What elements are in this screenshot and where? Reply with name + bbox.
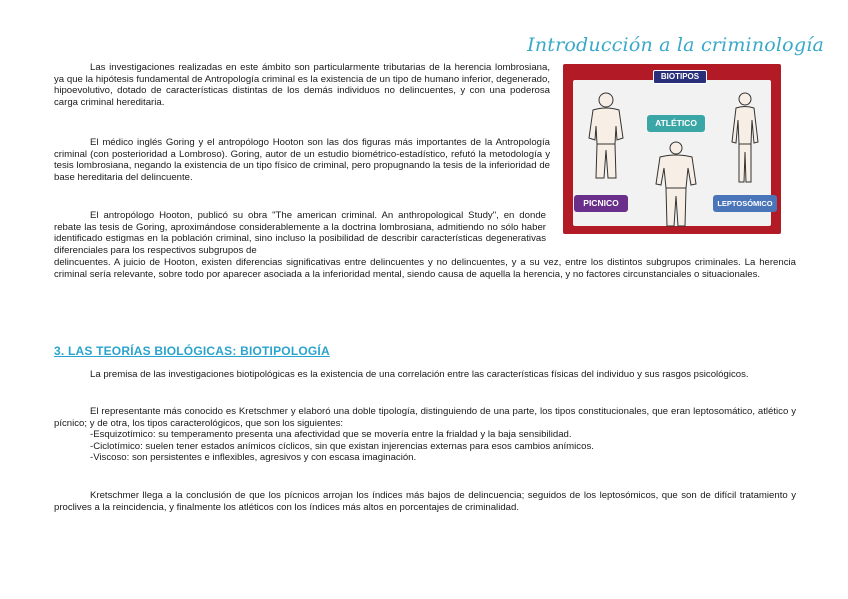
picnico-body-icon (581, 90, 631, 190)
list-item-ciclotimico: -Ciclotímico: suelen tener estados anímicos cíclicos, sin que existan injerencias externas para esos cambios anímicos. (90, 440, 594, 452)
leptosomico-label: LEPTOSÓMICO (713, 195, 777, 212)
paragraph-text: Kretschmer llega a la conclusión de que los pícnicos arrojan los índices más bajos de delincuencia; seguidos de los leptosómicos, que son de difícil tratamiento y proclives a la reincidencia, y finalmente los atléticos con los índices más altos en porcentajes de criminalidad. (54, 490, 796, 513)
list-item-viscoso: -Viscoso: son persistentes e inflexibles, agresivos y con escasa imaginación. (90, 452, 417, 464)
paragraph-text: El médico inglés Goring y el antropólogo Hooton son las dos figuras más importantes de la Antropología criminal (con posterioridad a Lombroso). Goring, autor de un estudio biométrico-estadístico, refutó la metodología y tesis lombrosiana, negando la existencia de un tipo físico de criminal, pero propugnando la tesis de la inferioridad de base hereditaria del delincuente. (54, 137, 550, 183)
paragraph-hooton-obra (54, 210, 546, 256)
section-heading-biotipologia: 3. LAS TEORÍAS BIOLÓGICAS: BIOTIPOLOGÍA (54, 344, 330, 358)
paragraph-herencia-lombrosiana (54, 62, 550, 108)
picnico-label: PICNICO (574, 195, 628, 212)
paragraph-hooton-conclusion (54, 257, 796, 280)
paragraph-premisa (54, 369, 796, 381)
biotipos-figure (563, 64, 781, 234)
atletico-body-icon (651, 140, 701, 230)
list-item-esquizotimico: -Esquizotímico: su temperamento presenta una afectividad que se movería entre la frialdad y la baja sensibilidad. (90, 429, 572, 441)
paragraph-text: La premisa de las investigaciones biotipológicas es la existencia de una correlación entre las características físicas del individuo y sus rasgos psicológicos. (90, 369, 749, 380)
paragraph-goring-hooton (54, 137, 550, 183)
atletico-label: ATLÉTICO (647, 115, 705, 132)
paragraph-text: El representante más conocido es Kretschmer y elaboró una doble tipología, distinguiendo de una parte, los tipos constitucionales, que eran leptosomático, atlético y pícnico; y de otra, los tipos caracterológicos, que son los siguientes: (54, 406, 796, 429)
paragraph-text: Las investigaciones realizadas en este ámbito son particularmente tributarias de la herencia lombrosiana, ya que la hipótesis fundamental de Antropología criminal es la existencia de un tipo de humano inferior, degenerado, hipoevolutivo, dotado de características distintas de los demás individuos no delincuentes, y con una poderosa carga criminal hereditaria. (54, 62, 550, 108)
paragraph-text: El antropólogo Hooton, publicó su obra "The american criminal. An anthropological Study", en donde rebate las tesis de Goring, aproximándose considerablemente a la doctrina lombrosiana, admitiendo no sólo haber identificado estigmas en la población criminal, sino incluso la posibilidad de describir características degenerativas diferenciales para los respectivos subgrupos de (54, 210, 546, 256)
paragraph-kretschmer-tipologia (54, 406, 796, 464)
leptosomico-body-icon (723, 90, 767, 190)
page-header-title: Introducción a la criminología (527, 34, 824, 56)
paragraph-text: delincuentes. A juicio de Hooton, existen diferencias significativas entre delincuentes y no delincuentes, y a su vez, entre los distintos subgrupos criminales. La herencia criminal sería relevante, sobre todo por aparecer asociada a la inferioridad mental, siendo causa de aquella la herencia, y no factores circunstanciales o situacionales. (54, 257, 796, 280)
biotipos-title: BIOTIPOS (653, 70, 707, 84)
paragraph-kretschmer-conclusion (54, 490, 796, 513)
